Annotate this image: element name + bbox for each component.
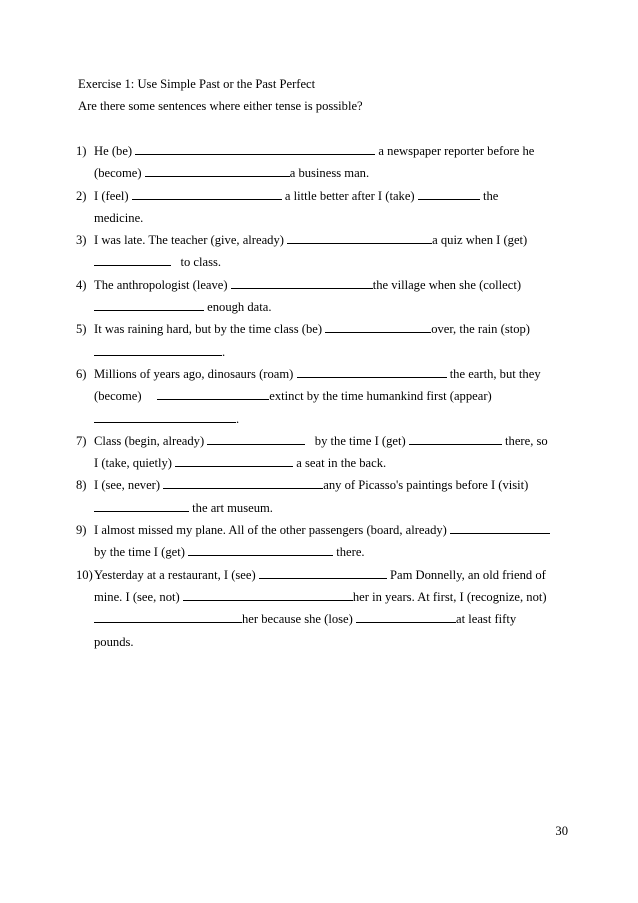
answer-blank[interactable] xyxy=(135,142,375,155)
item-text: . xyxy=(236,411,240,426)
item-text: by the time I (get) xyxy=(94,545,185,560)
exercise-item-2 xyxy=(76,185,566,230)
item-text: by the time I (get) xyxy=(314,433,406,448)
exercise-item-4 xyxy=(76,274,566,319)
item-text: a little better after I (take) xyxy=(284,188,415,203)
item-number: 6) xyxy=(76,366,87,381)
answer-blank[interactable] xyxy=(163,476,323,489)
item-text: extinct by the time humankind first (appear) xyxy=(269,389,492,404)
answer-blank[interactable] xyxy=(132,187,282,200)
item-text: Pam Donnelly, an old friend of xyxy=(389,567,546,582)
item-text: I (take, quietly) xyxy=(94,456,172,471)
answer-blank[interactable] xyxy=(409,432,502,445)
answer-blank[interactable] xyxy=(231,276,373,289)
answer-blank[interactable] xyxy=(183,588,353,601)
item-text: mine. I (see, not) xyxy=(94,589,180,604)
exercise-question: Are there some sentences where either tense is possible? xyxy=(78,99,363,114)
item-text: pounds. xyxy=(94,634,134,649)
item-text: I almost missed my plane. All of the other passengers (board, already) xyxy=(94,523,447,538)
item-text: a newspaper reporter before he xyxy=(378,144,535,158)
item-number: 9) xyxy=(76,523,87,538)
answer-blank[interactable] xyxy=(94,499,189,512)
item-number: 4) xyxy=(76,277,87,292)
answer-blank[interactable] xyxy=(287,231,432,244)
item-number: 8) xyxy=(76,478,87,493)
answer-blank[interactable] xyxy=(356,610,456,623)
item-text: the xyxy=(482,188,499,203)
item-text: a business man. xyxy=(289,166,370,181)
exercise-item-5 xyxy=(76,318,566,363)
item-text: enough data. xyxy=(207,300,272,315)
item-text: medicine. xyxy=(94,210,144,225)
answer-blank[interactable] xyxy=(145,164,290,177)
item-number: 7) xyxy=(76,433,87,448)
answer-blank[interactable] xyxy=(94,298,204,311)
exercise-title: Exercise 1: Use Simple Past or the Past Perfect xyxy=(78,77,316,91)
item-text: the village when she (collect) xyxy=(372,277,522,292)
answer-blank[interactable] xyxy=(94,610,242,623)
answer-blank[interactable] xyxy=(259,566,387,579)
answer-blank[interactable] xyxy=(325,320,431,333)
item-number: 5) xyxy=(76,322,87,337)
item-text: over, the rain (stop) xyxy=(431,322,531,337)
answer-blank[interactable] xyxy=(157,387,269,400)
item-text: I was late. The teacher (give, already) xyxy=(94,233,284,248)
item-number: 1) xyxy=(76,144,87,158)
item-text: the art museum. xyxy=(192,500,273,515)
item-text: the earth, but they xyxy=(449,366,541,381)
answer-blank[interactable] xyxy=(188,543,333,556)
exercise-item-10 xyxy=(76,564,566,653)
item-text: a seat in the back. xyxy=(296,456,387,471)
item-text: (become) xyxy=(94,166,142,181)
exercise-item-9 xyxy=(76,519,566,564)
exercise-item-6 xyxy=(76,363,566,430)
item-text: Class (begin, already) xyxy=(94,433,205,448)
item-number: 3) xyxy=(76,233,87,248)
item-text: there. xyxy=(336,545,365,560)
item-text: I (feel) xyxy=(94,188,129,203)
exercise-list xyxy=(76,140,566,653)
item-text: her because she (lose) xyxy=(242,612,353,627)
item-text: to class. xyxy=(180,255,222,270)
answer-blank[interactable] xyxy=(297,365,447,378)
item-text: It was raining hard, but by the time class (be) xyxy=(94,322,323,337)
item-text: . xyxy=(222,344,226,359)
item-text: any of Picasso's paintings before I (visit) xyxy=(323,478,529,493)
item-number: 2) xyxy=(76,188,87,203)
item-text: He (be) xyxy=(94,144,133,158)
exercise-header xyxy=(78,73,578,118)
exercise-item-8 xyxy=(76,474,566,519)
answer-blank[interactable] xyxy=(175,454,293,467)
item-text: I (see, never) xyxy=(94,478,161,493)
item-number: 10) xyxy=(76,567,93,582)
item-text: at least fifty xyxy=(456,612,517,627)
item-text: a quiz when I (get) xyxy=(432,233,528,248)
answer-blank[interactable] xyxy=(94,410,236,423)
item-text: there, so xyxy=(505,433,548,448)
answer-blank[interactable] xyxy=(207,432,305,445)
exercise-item-1 xyxy=(76,140,566,185)
exercise-item-3 xyxy=(76,229,566,274)
item-text: (become) xyxy=(94,389,142,404)
item-text: Millions of years ago, dinosaurs (roam) xyxy=(94,366,294,381)
item-text: her in years. At first, I (recognize, not) xyxy=(352,589,547,604)
answer-blank[interactable] xyxy=(418,187,480,200)
item-text: The anthropologist (leave) xyxy=(94,277,228,292)
answer-blank[interactable] xyxy=(94,343,222,356)
item-text: Yesterday at a restaurant, I (see) xyxy=(94,567,256,582)
answer-blank[interactable] xyxy=(450,521,550,534)
exercise-item-7 xyxy=(76,430,566,475)
answer-blank[interactable] xyxy=(94,253,171,266)
page-number: 30 xyxy=(555,824,568,838)
